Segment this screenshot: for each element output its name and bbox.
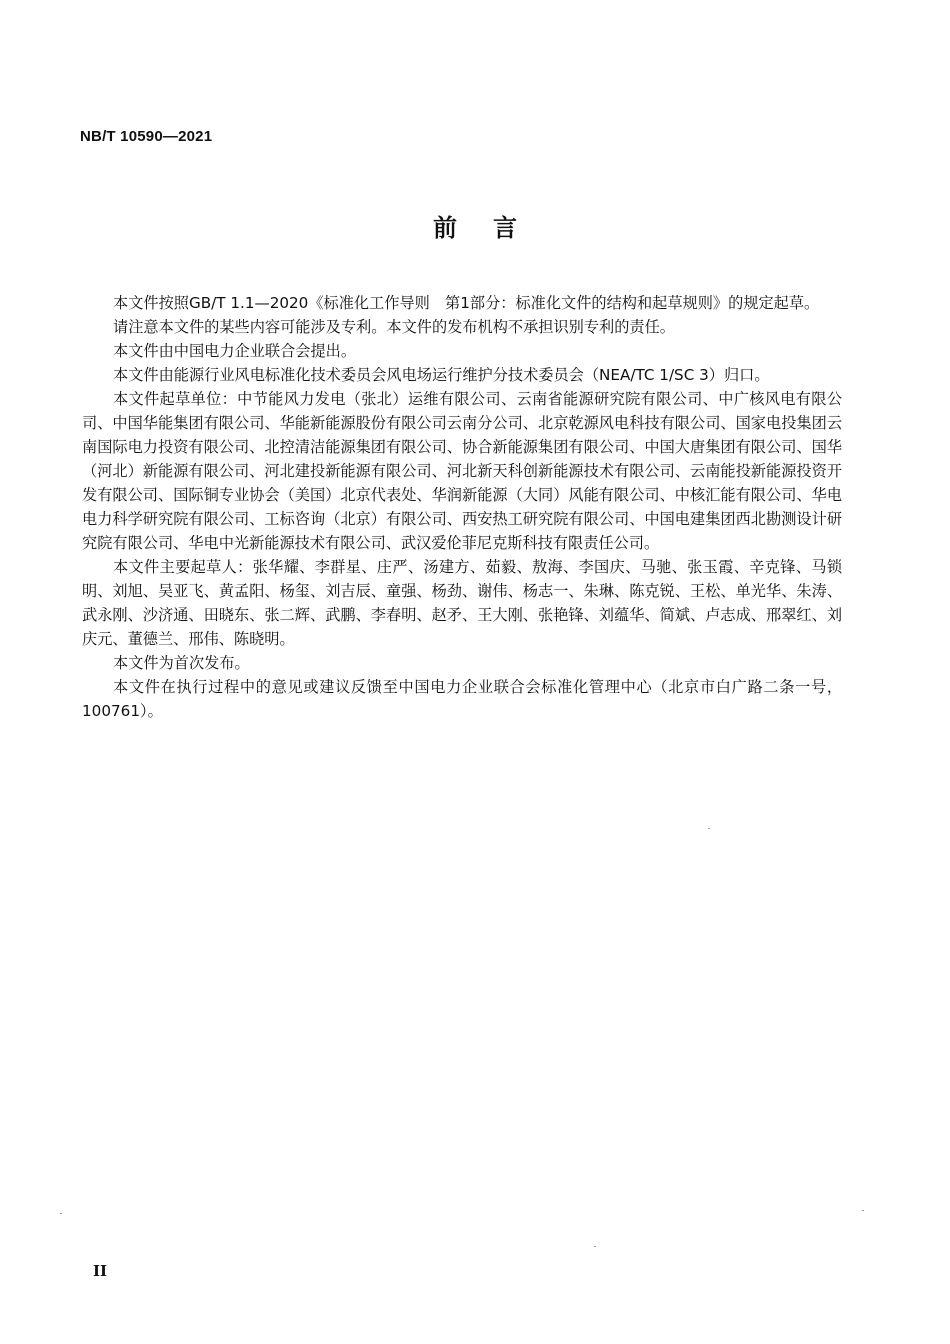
document-code-header: NB/T 10590—2021 — [80, 128, 213, 145]
scan-speck — [60, 1213, 62, 1214]
paragraph-proposer: 本文件由中国电力企业联合会提出。 — [113, 342, 356, 360]
paragraph-drafting-rules: 本文件按照GB/T 1.1—2020《标准化工作导则 第1部分：标准化文件的结构和起草规则》的规定起草。 — [113, 294, 820, 312]
scan-speck — [594, 1246, 596, 1247]
section-title: 前言 — [433, 214, 553, 242]
paragraph-drafters: 本文件主要起草人：张华耀、李群星、庄严、汤建方、茹毅、敖海、李国庆、马驰、张玉霞、辛克锋、马锁明、刘旭、吴亚飞、黄孟阳、杨玺、刘吉辰、童强、杨劲、谢伟、杨志一、朱琳、陈克锐、王松、单光华、朱涛、武永刚、沙济通、田晓东、张二辉、武鹏、李春明、赵矛、王大刚、张艳锋、刘蕴华、简斌、卢志成、邢翠红、刘庆元、董德兰、邢伟、陈晓明。 — [82, 558, 842, 648]
foreword-body — [82, 291, 842, 723]
paragraph-first-issue: 本文件为首次发布。 — [113, 654, 250, 672]
page-number: II — [93, 1262, 108, 1280]
paragraph-patent-notice: 请注意本文件的某些内容可能涉及专利。本文件的发布机构不承担识别专利的责任。 — [113, 318, 675, 336]
scan-speck — [862, 1210, 864, 1211]
paragraph-committee: 本文件由能源行业风电标准化技术委员会风电场运行维护分技术委员会（NEA/TC 1/SC 3）归口。 — [113, 366, 770, 384]
scan-speck — [708, 828, 710, 829]
paragraph-feedback: 本文件在执行过程中的意见或建议反馈至中国电力企业联合会标准化管理中心（北京市白广路二条一号，100761）。 — [82, 678, 842, 720]
paragraph-drafting-units: 本文件起草单位：中节能风力发电（张北）运维有限公司、云南省能源研究院有限公司、中广核风电有限公司、中国华能集团有限公司、华能新能源股份有限公司云南分公司、北京乾源风电科技有限公司、国家电投集团云南国际电力投资有限公司、北控清洁能源集团有限公司、协合新能源集团有限公司、中国大唐集团有限公司、国华（河北）新能源有限公司、河北建投新能源有限公司、河北新天科创新能源技术有限公司、云南能投新能源投资开发有限公司、国际铜专业协会（美国）北京代表处、华润新能源（大同）风能有限公司、中核汇能有限公司、华电电力科学研究院有限公司、工标咨询（北京）有限公司、西安热工研究院有限公司、中国电建集团西北勘测设计研究院有限公司、华电中光新能源技术有限公司、武汉爱伦菲尼克斯科技有限责任公司。 — [82, 390, 842, 552]
